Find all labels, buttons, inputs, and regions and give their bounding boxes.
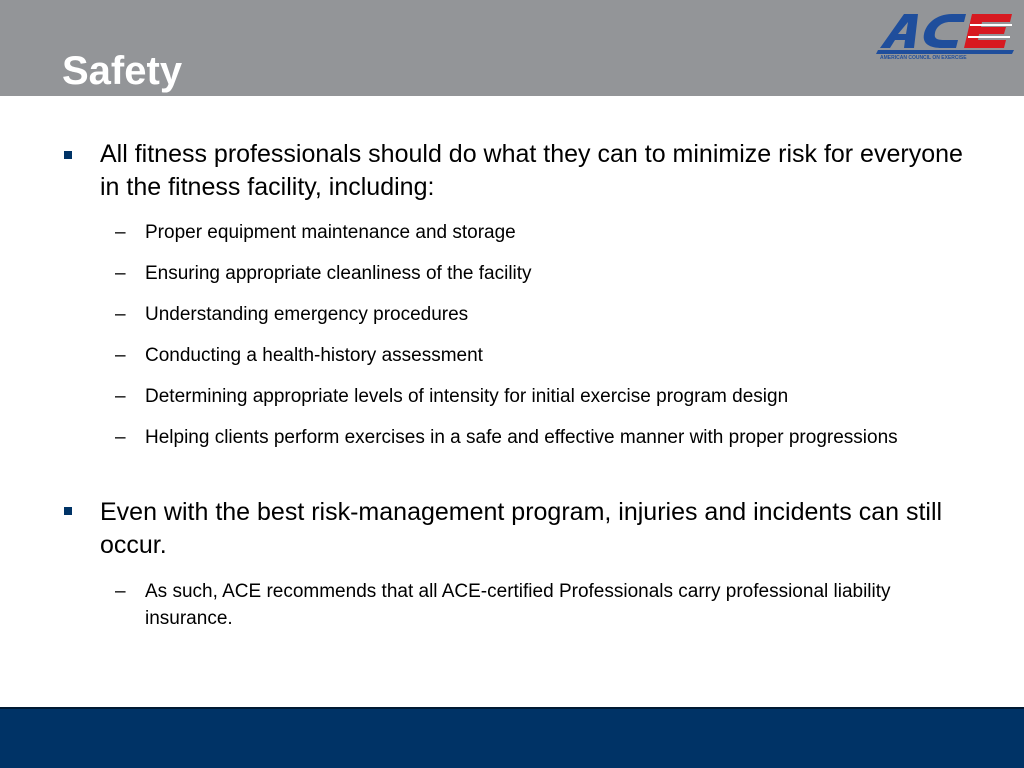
sub-item-text: Helping clients perform exercises in a safe and effective manner with proper progressions (145, 427, 898, 448)
sub-item-text: Conducting a health-history assessment (145, 345, 483, 366)
dash-bullet-icon: – (115, 304, 126, 325)
sub-item-text: Ensuring appropriate cleanliness of the facility (145, 263, 532, 284)
dash-bullet-icon: – (115, 263, 126, 284)
dash-bullet-icon: – (115, 427, 126, 448)
bullet-2-text: Even with the best risk-management program, injuries and incidents can still occur. (100, 498, 943, 559)
sub-item-text: Understanding emergency procedures (145, 304, 469, 325)
square-bullet-icon (64, 507, 72, 515)
ace-logo-tagline: AMERICAN COUNCIL ON EXERCISE (880, 55, 967, 60)
sub-item-text: As such, ACE recommends that all ACE-certified Professionals carry professional liability insurance. (145, 581, 891, 629)
bullet-1-text: All fitness professionals should do what they can to minimize risk for everyone in the fitness facility, including: (100, 140, 963, 201)
slide-title: Safety (62, 49, 183, 93)
dash-bullet-icon: – (115, 386, 126, 407)
sub-item-text: Proper equipment maintenance and storage (145, 222, 516, 243)
dash-bullet-icon: – (115, 581, 126, 602)
dash-bullet-icon: – (115, 222, 126, 243)
square-bullet-icon (64, 151, 72, 159)
sub-item-text: Determining appropriate levels of intensity for initial exercise program design (145, 386, 789, 407)
dash-bullet-icon: – (115, 345, 126, 366)
footer-band (0, 707, 1024, 768)
